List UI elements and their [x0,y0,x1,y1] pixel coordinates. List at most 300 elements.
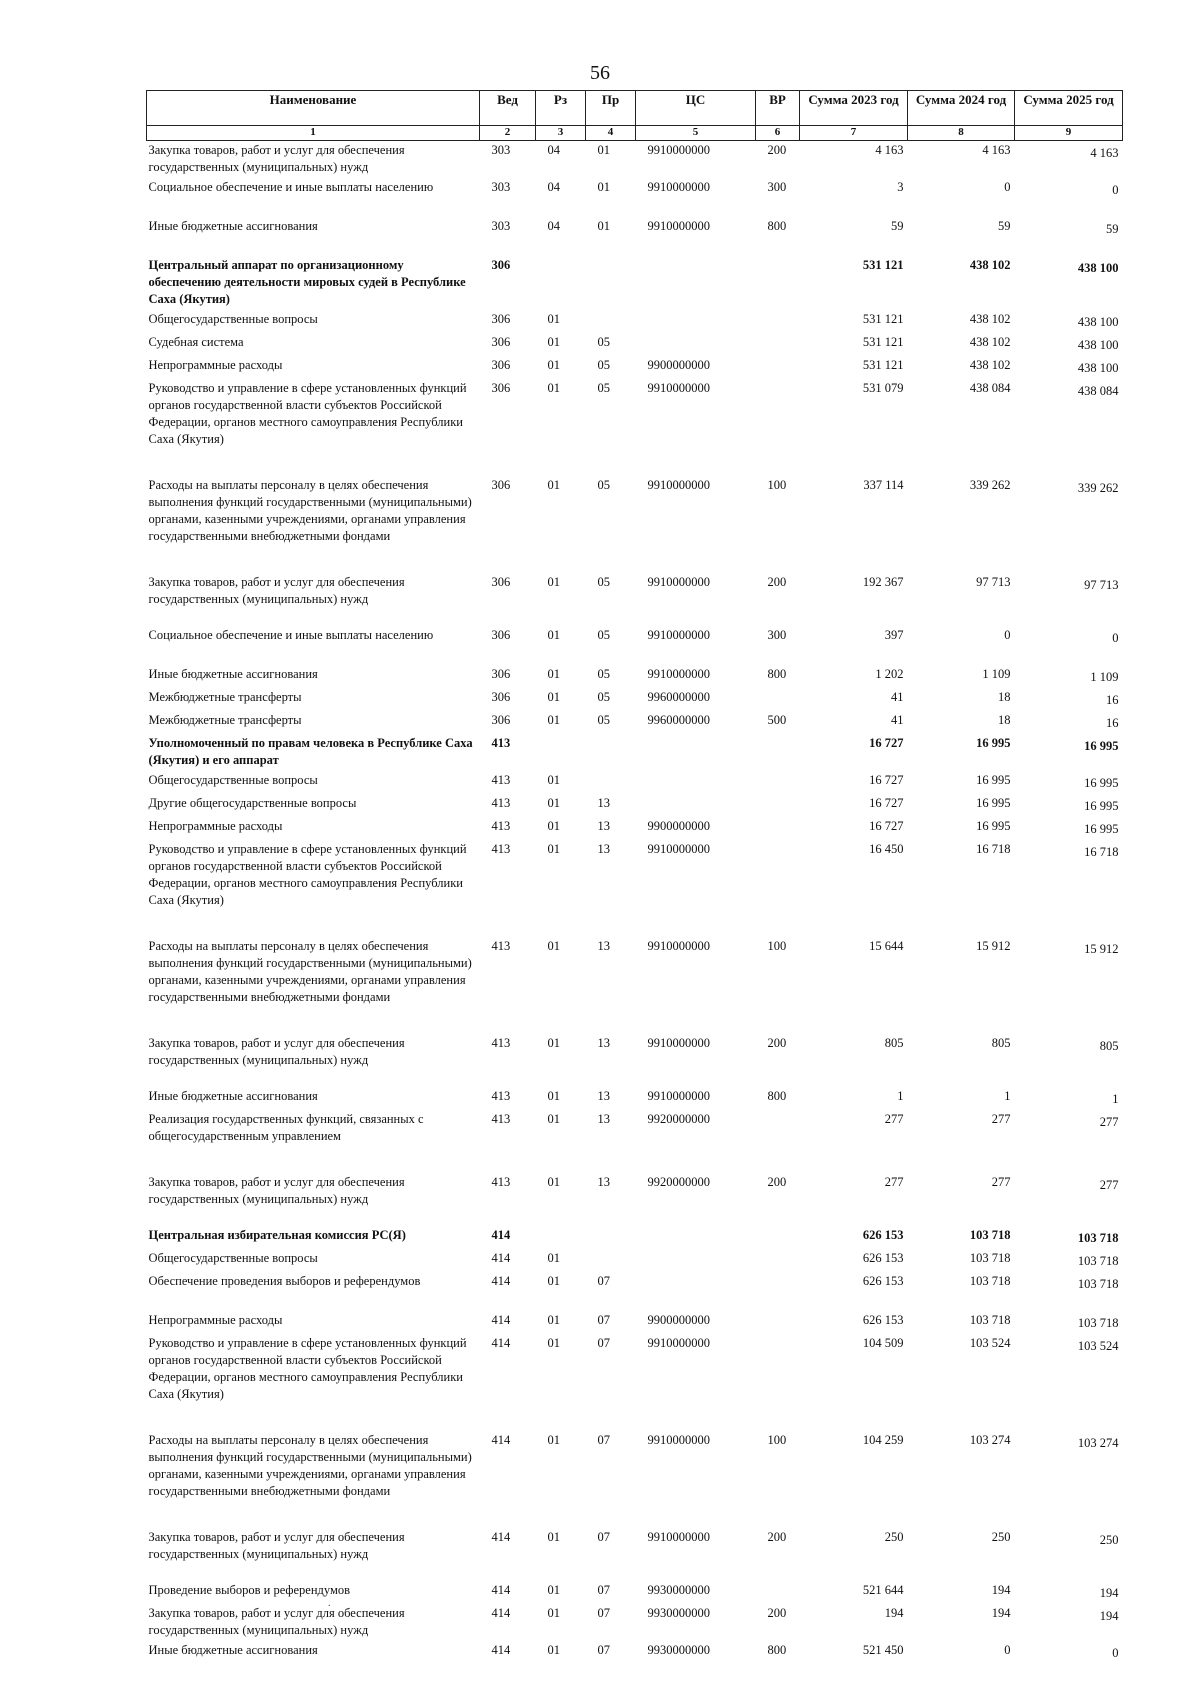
row-cs: 9910000000 [647,143,710,157]
row-sum-2024: 194 [991,1606,1011,1620]
col-number: 1 [147,126,480,141]
row-vr [756,356,800,379]
row-sum-2025: 438 100 [1077,338,1119,352]
row-vr: 200 [767,1175,787,1189]
row-sum-2024: 194 [991,1583,1011,1597]
row-vr [756,1110,800,1173]
table-row [147,476,1123,573]
row-cs: 9910000000 [647,478,710,492]
row-rz: 01 [547,1643,560,1657]
row-pr: 07 [597,1583,610,1597]
row-rz: 01 [547,796,560,810]
row-rz: 04 [547,143,560,157]
row-name: Общегосударственные вопросы [148,312,318,326]
row-sum-2024: 438 102 [969,258,1011,272]
row-sum-2024: 18 [998,690,1011,704]
row-rz: 01 [547,713,560,727]
row-rz: 01 [547,1433,560,1447]
table-row [147,794,1123,817]
row-vr [756,1311,800,1334]
row-cs: 9910000000 [647,1336,710,1350]
row-ved: 414 [491,1228,511,1242]
row-ved: 306 [491,258,511,272]
row-sum-2025: 194 [1099,1586,1119,1600]
row-vr [756,1334,800,1431]
table-row [147,688,1123,711]
col-number: 7 [800,126,908,141]
row-rz: 01 [547,575,560,589]
row-sum-2024: 339 262 [969,478,1011,492]
row-sum-2023: 16 727 [869,819,904,833]
row-cs [636,256,756,310]
row-sum-2025: 16 995 [1084,799,1119,813]
row-cs: 9930000000 [647,1606,710,1620]
row-sum-2025: 103 718 [1077,1277,1119,1291]
row-rz: 01 [547,358,560,372]
row-ved: 306 [491,335,511,349]
row-name: Закупка товаров, работ и услуг для обеспечения государственных (муниципальных) нужд [148,1530,405,1561]
row-name: Иные бюджетные ассигнования [148,1643,318,1657]
row-sum-2023: 531 121 [862,335,904,349]
row-pr: 13 [597,1112,610,1126]
row-pr: 01 [597,219,610,233]
row-pr: 13 [597,1089,610,1103]
table-row [147,379,1123,476]
row-vr [756,817,800,840]
row-sum-2024: 438 102 [969,335,1011,349]
row-rz: 01 [547,1251,560,1265]
row-name: Социальное обеспечение и иные выплаты населению [148,628,434,642]
row-vr: 300 [767,180,787,194]
row-name: Расходы на выплаты персоналу в целях обеспечения выполнения функций государственными (муниципальными) органами, казенными учреждениями, органами управления государственными внебюджетными фондами [148,1433,472,1498]
row-sum-2023: 531 079 [862,381,904,395]
row-sum-2025: 103 718 [1077,1231,1119,1245]
row-sum-2025: 103 274 [1077,1436,1119,1450]
col-number: 4 [586,126,636,141]
row-ved: 306 [491,478,511,492]
row-sum-2025: 103 718 [1077,1316,1119,1330]
row-sum-2023: 1 202 [875,667,904,681]
row-ved: 413 [491,842,511,856]
row-ved: 413 [491,819,511,833]
row-sum-2025: 15 912 [1084,942,1119,956]
row-pr: 07 [597,1274,610,1288]
row-rz: 01 [547,939,560,953]
row-sum-2025: 16 [1106,716,1119,730]
row-rz: 04 [547,219,560,233]
row-sum-2025: 16 995 [1084,739,1119,753]
row-sum-2025: 0 [1112,183,1119,197]
row-sum-2023: 41 [891,713,904,727]
row-pr: 05 [597,478,610,492]
row-rz: 01 [547,1583,560,1597]
row-sum-2023: 16 450 [869,842,904,856]
row-rz: 01 [547,842,560,856]
row-rz: 01 [547,1175,560,1189]
row-name: Непрограммные расходы [148,819,283,833]
row-sum-2025: 1 109 [1090,670,1119,684]
row-sum-2023: 41 [891,690,904,704]
row-rz: 01 [547,667,560,681]
row-pr: 05 [597,575,610,589]
row-sum-2023: 3 [897,180,904,194]
row-sum-2024: 250 [991,1530,1011,1544]
row-sum-2025: 16 995 [1084,776,1119,790]
table-row [147,817,1123,840]
row-cs: 9910000000 [647,1089,710,1103]
col-number: 6 [756,126,800,141]
col-header-sum-2025: Сумма 2025 год [1015,91,1123,126]
col-header-rz: Рз [536,91,586,126]
row-vr: 800 [767,667,787,681]
row-pr [586,310,636,333]
table-row [147,333,1123,356]
row-pr: 05 [597,667,610,681]
row-pr: 13 [597,939,610,953]
row-name: Центральный аппарат по организационному обеспечению деятельности мировых судей в Республике Саха (Якутия) [148,258,466,306]
table-row [147,1226,1123,1249]
row-ved: 303 [491,180,511,194]
row-sum-2024: 0 [1004,180,1011,194]
row-rz [536,734,586,771]
row-rz: 01 [547,381,560,395]
row-sum-2023: 531 121 [862,258,904,272]
row-rz: 01 [547,1274,560,1288]
row-sum-2024: 1 109 [982,667,1011,681]
row-sum-2025: 438 100 [1077,261,1119,275]
row-pr: 13 [597,819,610,833]
row-pr: 01 [597,143,610,157]
row-sum-2023: 626 153 [862,1313,904,1327]
row-cs: 9960000000 [647,690,710,704]
col-header-cs: ЦС [636,91,756,126]
row-name: Межбюджетные трансферты [148,713,302,727]
row-sum-2025: 59 [1106,222,1119,236]
row-cs [636,734,756,771]
row-pr [586,1226,636,1249]
row-sum-2024: 59 [998,219,1011,233]
row-sum-2025: 0 [1112,631,1119,645]
row-sum-2025: 194 [1099,1609,1119,1623]
table-row [147,1311,1123,1334]
row-sum-2024: 0 [1004,628,1011,642]
table-row [147,626,1123,665]
row-ved: 306 [491,312,511,326]
row-rz: 01 [547,1036,560,1050]
row-sum-2025: 4 163 [1090,146,1119,160]
row-vr: 800 [767,1089,787,1103]
row-vr [756,840,800,937]
row-sum-2023: 16 727 [869,796,904,810]
row-name: Закупка товаров, работ и услуг для обеспечения государственных (муниципальных) нужд [148,1036,405,1067]
row-name: Проведение выборов и референдумов [148,1583,351,1597]
row-vr: 100 [767,939,787,953]
row-ved: 414 [491,1274,511,1288]
row-cs: 9920000000 [647,1175,710,1189]
row-cs: 9920000000 [647,1112,710,1126]
row-sum-2023: 337 114 [863,478,904,492]
row-sum-2024: 103 718 [969,1313,1011,1327]
row-vr: 300 [767,628,787,642]
row-pr: 13 [597,1036,610,1050]
row-sum-2023: 104 509 [862,1336,904,1350]
row-ved: 306 [491,628,511,642]
row-sum-2024: 16 995 [976,736,1011,750]
col-header-vr: ВР [756,91,800,126]
budget-table [146,90,1123,1664]
row-pr: 13 [597,1175,610,1189]
row-sum-2025: 1 [1112,1092,1119,1106]
col-number: 3 [536,126,586,141]
row-sum-2025: 0 [1112,1646,1119,1660]
row-ved: 414 [491,1433,511,1447]
row-ved: 414 [491,1251,511,1265]
row-sum-2024: 103 718 [969,1274,1011,1288]
row-sum-2023: 626 153 [862,1274,904,1288]
table-row [147,1087,1123,1110]
table-row [147,1431,1123,1528]
row-ved: 303 [491,143,511,157]
table-column-number-row [147,126,1123,141]
row-vr: 500 [767,713,787,727]
row-sum-2024: 103 718 [969,1228,1011,1242]
row-sum-2023: 15 644 [869,939,904,953]
table-row [147,310,1123,333]
row-name: Уполномоченный по правам человека в Республике Саха (Якутия) и его аппарат [148,736,473,767]
row-rz: 01 [547,1313,560,1327]
row-name: Руководство и управление в сфере установленных функций органов государственной власти субъектов Российской Федерации, органов местного самоуправления Республики Саха (Якутия) [148,1336,467,1401]
row-ved: 306 [491,690,511,704]
row-name: Закупка товаров, работ и услуг для обеспечения государственных (муниципальных) нужд [148,1175,405,1206]
row-vr: 200 [767,1036,787,1050]
row-sum-2023: 531 121 [862,312,904,326]
row-name: Центральная избирательная комиссия РС(Я) [148,1228,406,1242]
row-pr: 05 [597,381,610,395]
row-sum-2023: 192 367 [862,575,904,589]
table-row [147,711,1123,734]
row-sum-2025: 103 718 [1077,1254,1119,1268]
row-pr: 05 [597,713,610,727]
row-sum-2024: 16 995 [976,773,1011,787]
row-rz: 01 [547,628,560,642]
table-row [147,1173,1123,1226]
row-pr: 05 [597,358,610,372]
row-sum-2025: 805 [1099,1039,1119,1053]
row-sum-2025: 103 524 [1077,1339,1119,1353]
row-pr: 07 [597,1336,610,1350]
col-number: 2 [480,126,536,141]
row-pr: 05 [597,690,610,704]
row-rz: 01 [547,1089,560,1103]
row-pr: 05 [597,335,610,349]
row-sum-2024: 18 [998,713,1011,727]
table-row [147,840,1123,937]
row-vr: 100 [767,1433,787,1447]
row-vr [756,333,800,356]
row-ved: 414 [491,1583,511,1597]
row-sum-2024: 438 084 [969,381,1011,395]
row-cs: 9910000000 [647,628,710,642]
row-cs [636,1272,756,1311]
row-pr [586,734,636,771]
table-row [147,1034,1123,1087]
row-sum-2023: 277 [884,1112,904,1126]
row-sum-2025: 277 [1099,1178,1119,1192]
row-cs: 9910000000 [647,381,710,395]
row-sum-2025: 250 [1099,1533,1119,1547]
row-cs: 9910000000 [647,1036,710,1050]
row-vr [756,1249,800,1272]
row-ved: 413 [491,796,511,810]
row-vr: 200 [767,575,787,589]
col-number: 5 [636,126,756,141]
row-name: Социальное обеспечение и иные выплаты населению [148,180,434,194]
row-name: Другие общегосударственные вопросы [148,796,357,810]
row-vr: 800 [767,219,787,233]
row-name: Руководство и управление в сфере установленных функций органов государственной власти субъектов Российской Федерации, органов местного самоуправления Республики Саха (Якутия) [148,842,467,907]
row-pr [586,771,636,794]
row-sum-2023: 277 [884,1175,904,1189]
row-ved: 413 [491,773,511,787]
row-pr: 13 [597,842,610,856]
row-name: Расходы на выплаты персоналу в целях обеспечения выполнения функций государственными (муниципальными) органами, казенными учреждениями, органами управления государственными внебюджетными фондами [148,939,472,1004]
row-cs: 9930000000 [647,1583,710,1597]
row-ved: 303 [491,219,511,233]
col-header-pr: Пр [586,91,636,126]
table-row [147,1334,1123,1431]
row-vr: 100 [767,478,787,492]
row-sum-2024: 438 102 [969,312,1011,326]
row-vr [756,1272,800,1311]
table-row [147,141,1123,179]
row-cs [636,771,756,794]
row-sum-2024: 277 [991,1112,1011,1126]
row-sum-2025: 16 718 [1084,845,1119,859]
row-sum-2025: 97 713 [1084,578,1119,592]
row-cs: 9910000000 [647,667,710,681]
row-rz [536,256,586,310]
row-rz: 01 [547,819,560,833]
table-header-row [147,91,1123,126]
col-header-sum-2023: Сумма 2023 год [800,91,908,126]
row-sum-2023: 16 727 [869,773,904,787]
row-sum-2024: 15 912 [976,939,1011,953]
row-ved: 414 [491,1643,511,1657]
row-sum-2025: 16 [1106,693,1119,707]
row-name: Иные бюджетные ассигнования [148,1089,318,1103]
row-sum-2023: 16 727 [869,736,904,750]
scan-dot: . [328,1598,331,1609]
table-row [147,1581,1123,1604]
row-vr [756,734,800,771]
row-name: Обеспечение проведения выборов и референдумов [148,1274,421,1288]
row-cs: 9910000000 [647,939,710,953]
row-sum-2023: 59 [891,219,904,233]
row-ved: 413 [491,1036,511,1050]
row-rz: 01 [547,1606,560,1620]
row-ved: 306 [491,358,511,372]
row-sum-2023: 250 [884,1530,904,1544]
row-rz [536,1226,586,1249]
row-cs [636,333,756,356]
row-sum-2025: 339 262 [1077,481,1119,495]
row-sum-2025: 277 [1099,1115,1119,1129]
row-rz: 01 [547,773,560,787]
table-row [147,937,1123,1034]
row-name: Расходы на выплаты персоналу в целях обеспечения выполнения функций государственными (муниципальными) органами, казенными учреждениями, органами управления государственными внебюджетными фондами [148,478,472,543]
row-cs: 9930000000 [647,1643,710,1657]
table-row [147,1249,1123,1272]
row-sum-2025: 438 084 [1077,384,1119,398]
row-sum-2023: 626 153 [862,1251,904,1265]
row-vr [756,688,800,711]
col-number: 9 [1015,126,1123,141]
table-row [147,178,1123,217]
row-cs: 9900000000 [647,1313,710,1327]
row-ved: 306 [491,667,511,681]
row-name: Иные бюджетные ассигнования [148,219,318,233]
row-name: Руководство и управление в сфере установленных функций органов государственной власти субъектов Российской Федерации, органов местного самоуправления Республики Саха (Якутия) [148,381,467,446]
row-rz: 01 [547,312,560,326]
row-sum-2024: 16 995 [976,796,1011,810]
row-sum-2023: 397 [884,628,904,642]
row-name: Закупка товаров, работ и услуг для обеспечения государственных (муниципальных) нужд [148,1606,405,1637]
row-ved: 306 [491,381,511,395]
row-pr: 13 [597,796,610,810]
col-number: 8 [908,126,1015,141]
row-vr [756,794,800,817]
row-ved: 413 [491,736,511,750]
row-pr [586,256,636,310]
row-pr: 05 [597,628,610,642]
row-ved: 413 [491,1175,511,1189]
row-cs [636,1226,756,1249]
table-row [147,1641,1123,1664]
row-rz: 01 [547,478,560,492]
row-sum-2024: 438 102 [969,358,1011,372]
row-sum-2024: 0 [1004,1643,1011,1657]
row-pr: 07 [597,1530,610,1544]
row-vr [756,1581,800,1604]
row-sum-2023: 4 163 [875,143,904,157]
table-body [147,141,1123,1665]
row-pr: 01 [597,180,610,194]
page-number: 56 [590,62,610,84]
row-vr [756,1226,800,1249]
row-ved: 413 [491,939,511,953]
table-row [147,734,1123,771]
row-cs: 9910000000 [647,842,710,856]
row-vr [756,256,800,310]
table-row [147,217,1123,256]
row-vr: 800 [767,1643,787,1657]
row-rz: 01 [547,1336,560,1350]
row-rz: 01 [547,335,560,349]
row-vr [756,310,800,333]
row-name: Закупка товаров, работ и услуг для обеспечения государственных (муниципальных) нужд [148,143,405,174]
row-pr: 07 [597,1313,610,1327]
row-ved: 414 [491,1336,511,1350]
row-name: Иные бюджетные ассигнования [148,667,318,681]
row-ved: 414 [491,1606,511,1620]
row-pr [586,1249,636,1272]
row-cs [636,794,756,817]
row-pr: 07 [597,1643,610,1657]
row-vr [756,771,800,794]
table-row [147,1272,1123,1311]
row-ved: 306 [491,713,511,727]
row-cs: 9910000000 [647,219,710,233]
